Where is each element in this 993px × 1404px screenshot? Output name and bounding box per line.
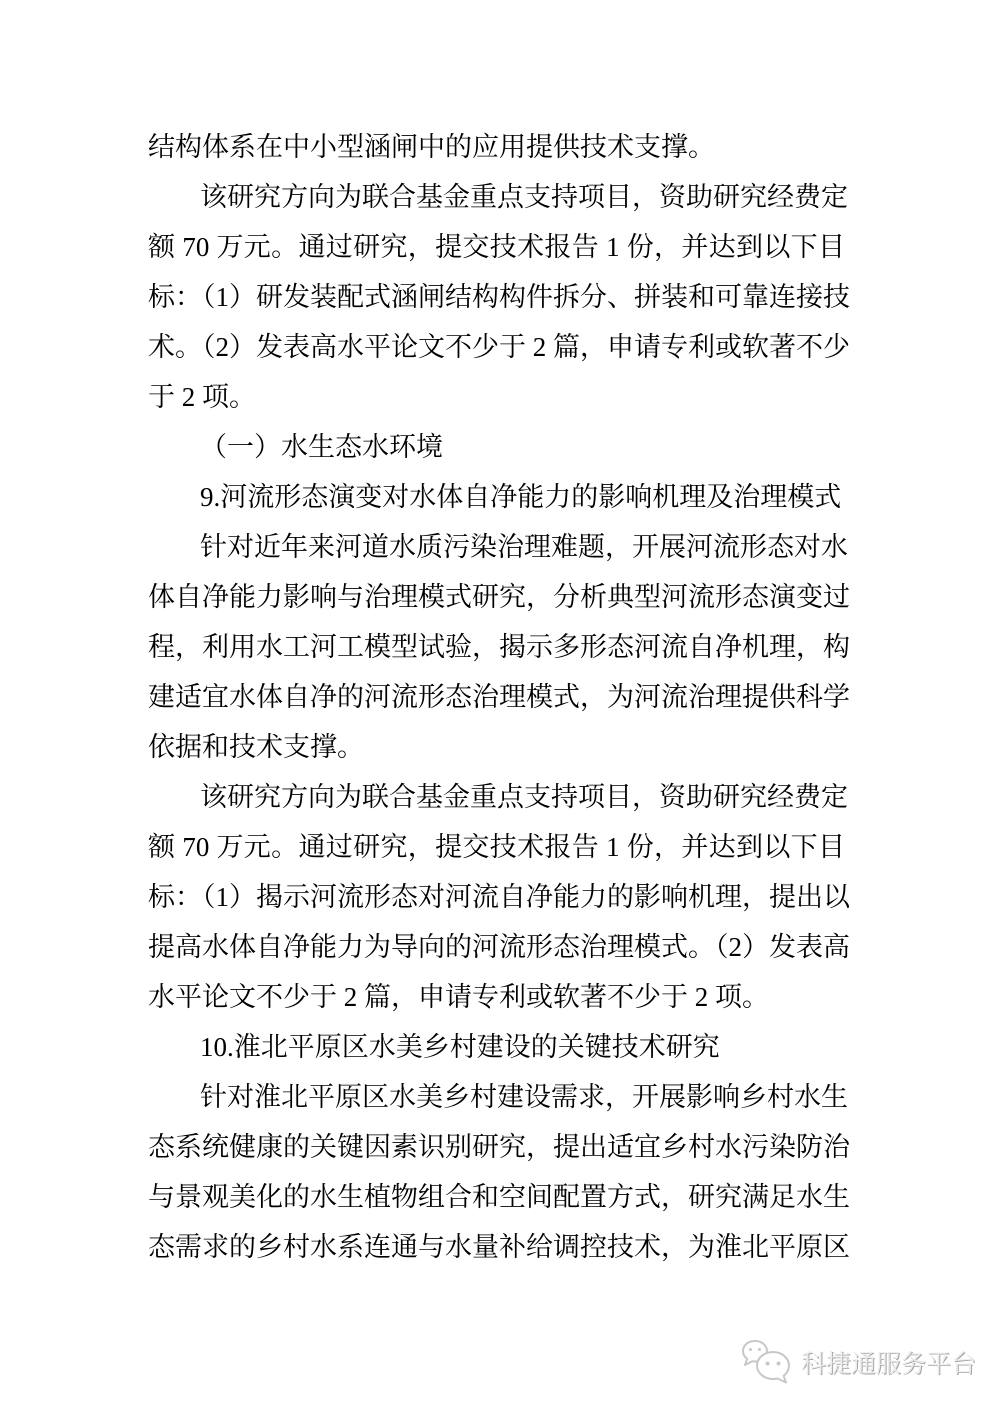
text-line: 标：（1）研发装配式涵闸结构构件拆分、拼装和可靠连接技 bbox=[148, 282, 850, 312]
text-line: 态需求的乡村水系连通与水量补给调控技术，为淮北平原区 bbox=[148, 1232, 850, 1262]
text-line: 提高水体自净能力为导向的河流形态治理模式。（2）发表高 bbox=[148, 932, 850, 962]
text-line: 该研究方向为联合基金重点支持项目，资助研究经费定 bbox=[200, 182, 848, 212]
text-line: （一）水生态水环境 bbox=[200, 432, 443, 462]
text-line: 额 70 万元。通过研究，提交技术报告 1 份，并达到以下目 bbox=[148, 832, 845, 862]
text-line: 体自净能力影响与治理模式研究，分析典型河流形态演变过 bbox=[148, 582, 850, 612]
text-line: 依据和技术支撑。 bbox=[148, 732, 364, 762]
text-line: 该研究方向为联合基金重点支持项目，资助研究经费定 bbox=[200, 782, 848, 812]
wechat-icon bbox=[740, 1339, 794, 1389]
text-line: 建适宜水体自净的河流形态治理模式，为河流治理提供科学 bbox=[148, 682, 850, 712]
watermark-label: 科捷通服务平台 bbox=[801, 1350, 977, 1378]
text-line: 针对近年来河道水质污染治理难题，开展河流形态对水 bbox=[200, 532, 848, 562]
text-line: 结构体系在中小型涵闸中的应用提供技术支撑。 bbox=[148, 132, 715, 162]
text-line: 程，利用水工河工模型试验，揭示多形态河流自净机理，构 bbox=[148, 632, 850, 662]
text-line: 于 2 项。 bbox=[148, 382, 256, 412]
text-line: 9.河流形态演变对水体自净能力的影响机理及治理模式 bbox=[200, 482, 842, 512]
text-line: 额 70 万元。通过研究，提交技术报告 1 份，并达到以下目 bbox=[148, 232, 845, 262]
text-line: 态系统健康的关键因素识别研究，提出适宜乡村水污染防治 bbox=[148, 1132, 850, 1162]
text-line: 与景观美化的水生植物组合和空间配置方式，研究满足水生 bbox=[148, 1182, 850, 1212]
text-line: 标：（1）揭示河流形态对河流自净能力的影响机理，提出以 bbox=[148, 882, 850, 912]
text-line: 水平论文不少于 2 篇，申请专利或软著不少于 2 项。 bbox=[148, 982, 769, 1012]
text-line: 10.淮北平原区水美乡村建设的关键技术研究 bbox=[200, 1032, 720, 1062]
text-block bbox=[148, 122, 850, 1272]
watermark bbox=[740, 1336, 976, 1392]
text-line: 术。（2）发表高水平论文不少于 2 篇，申请专利或软著不少 bbox=[148, 332, 850, 362]
text-line: 针对淮北平原区水美乡村建设需求，开展影响乡村水生 bbox=[200, 1082, 848, 1112]
